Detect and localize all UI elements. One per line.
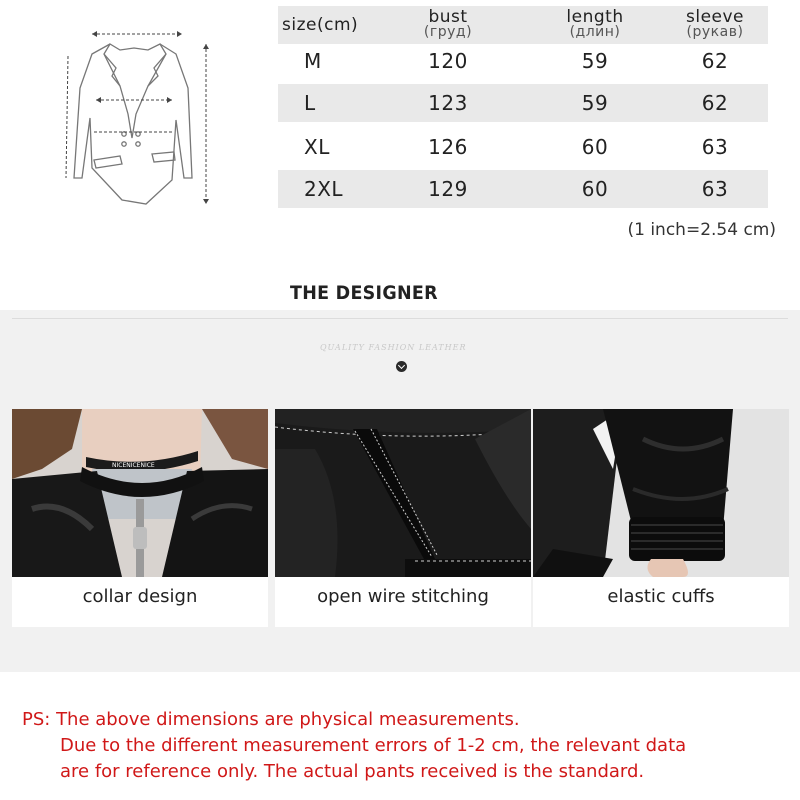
header-bust: bust (груд) [423, 7, 473, 40]
divider [12, 318, 788, 319]
table-row [278, 84, 768, 122]
row-bust: 120 [428, 49, 468, 73]
jacket-sketch [62, 28, 212, 218]
tagline: QUALITY FASHION LEATHER [320, 343, 467, 352]
caption-cuffs: elastic cuffs [607, 586, 715, 607]
row-bust: 123 [428, 91, 468, 115]
row-size: L [304, 91, 316, 115]
ps-line-3: are for reference only. The actual pants received is the standard. [60, 761, 645, 782]
header-length: length (длин) [566, 7, 624, 40]
collar-photo [12, 409, 268, 577]
section-title: THE DESIGNER [290, 282, 438, 304]
row-length: 60 [581, 177, 609, 201]
row-size: XL [304, 135, 330, 159]
header-sleeve: sleeve (рукав) [685, 7, 745, 40]
ps-note [22, 707, 792, 785]
ps-line-1: PS: The above dimensions are physical measurements. [22, 709, 520, 730]
size-table [278, 6, 768, 212]
feature-card-cuffs [533, 409, 789, 627]
row-bust: 129 [428, 177, 468, 201]
stitching-photo [275, 409, 531, 577]
ps-line-2: Due to the different measurement errors of 1-2 cm, the relevant data [60, 735, 687, 756]
chevron-down-icon [396, 361, 407, 372]
svg-text:NICENICENICE: NICENICENICE [112, 462, 155, 469]
table-row [278, 42, 768, 80]
feature-card-collar [12, 409, 268, 627]
feature-card-stitching [275, 409, 531, 627]
row-sleeve: 62 [701, 49, 729, 73]
row-size: M [304, 49, 322, 73]
row-length: 59 [581, 49, 609, 73]
unit-note: (1 inch=2.54 cm) [627, 220, 776, 240]
table-row [278, 128, 768, 166]
caption-stitching: open wire stitching [317, 586, 489, 607]
caption-collar: collar design [82, 586, 198, 607]
row-sleeve: 63 [701, 177, 729, 201]
row-bust: 126 [428, 135, 468, 159]
cuffs-photo [533, 409, 789, 577]
size-table-header [278, 6, 768, 44]
row-sleeve: 63 [701, 135, 729, 159]
row-size: 2XL [304, 177, 344, 201]
row-length: 59 [581, 91, 609, 115]
row-length: 60 [581, 135, 609, 159]
header-size: size(cm) [282, 15, 359, 35]
row-sleeve: 62 [701, 91, 729, 115]
table-row [278, 170, 768, 208]
